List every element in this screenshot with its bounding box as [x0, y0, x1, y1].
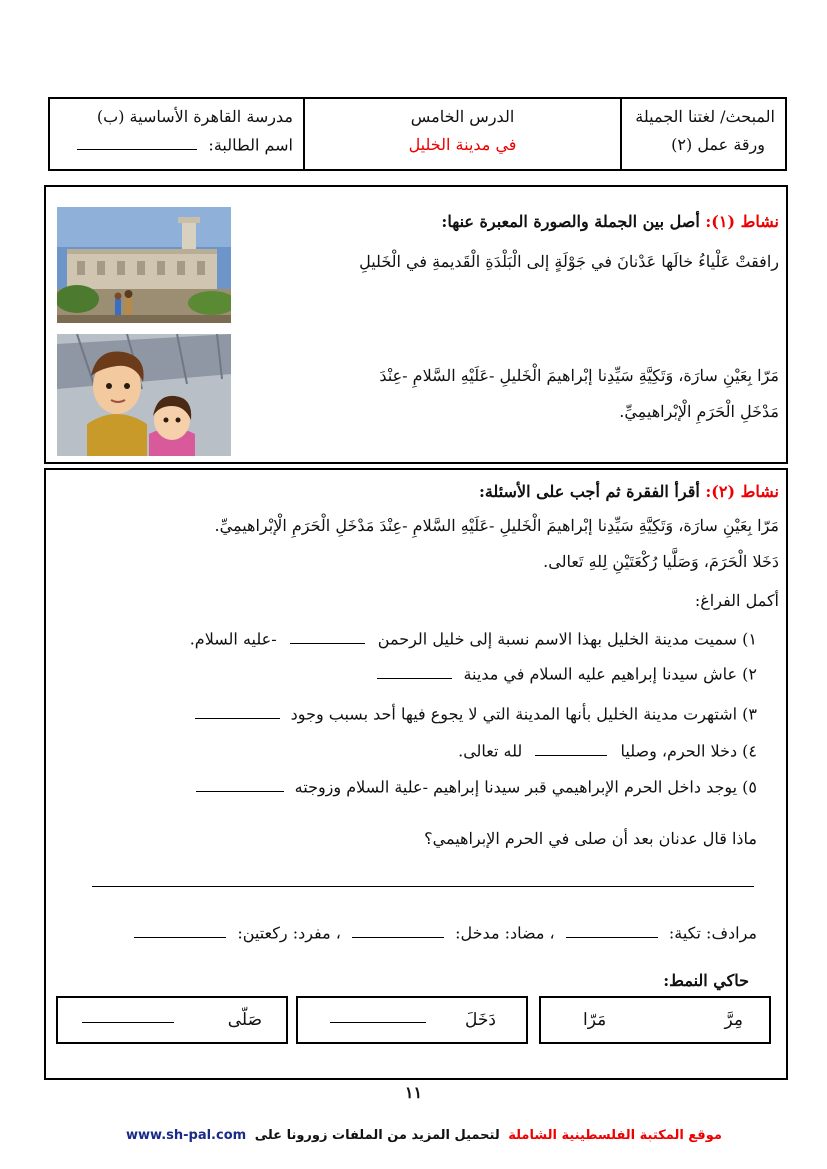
header-left-cell [50, 99, 305, 169]
lesson-title: في مدينة الخليل [408, 135, 517, 154]
activity2-label: نشاط (٢): [705, 482, 779, 501]
activity2-instruction: أقرأ الفقرة ثم أجب على الأسئلة: [478, 482, 700, 501]
question-4-text-a: ٤) دخلا الحرم، وصليا [620, 741, 757, 761]
pattern-word-2: مَرّا [583, 1010, 607, 1030]
question-5-text: ٥) يوجد داخل الحرم الإبراهيمي قبر سيدنا إبراهيم -علية السلام وزوجته [294, 777, 757, 797]
antonym-blank[interactable] [352, 923, 444, 938]
activity1-title [441, 212, 779, 231]
antonym-label: ، مضاد: مدخل: [455, 923, 555, 943]
footer-download-text: لتحميل المزيد من الملفات زورونا على [254, 1128, 500, 1143]
lesson-number: الدرس الخامس [410, 107, 515, 126]
footer [126, 1128, 722, 1143]
footer-url-link[interactable]: www.sh-pal.com [126, 1128, 247, 1143]
pattern-blank-2[interactable] [330, 1022, 426, 1023]
question-4-blank[interactable] [535, 741, 607, 756]
activity1-sentence2-line2: مَدْخَلِ الْحَرَمِ الْإبْراهيمِيِّ. [619, 402, 779, 421]
question-3-blank[interactable] [195, 704, 280, 719]
question-4 [458, 741, 757, 760]
header-center-cell [303, 99, 620, 169]
synonym-label: مرادف: تكية: [668, 923, 757, 943]
activity1-instruction: أصل بين الجملة والصورة المعبرة عنها: [441, 212, 700, 231]
pattern-box-example [539, 996, 771, 1044]
synonym-blank[interactable] [566, 923, 658, 938]
singular-label: ، مفرد: ركعتين: [237, 923, 341, 943]
question-5-blank[interactable] [196, 777, 284, 792]
open-question: ماذا قال عدنان بعد أن صلى في الحرم الإبراهيمي؟ [424, 829, 757, 848]
answer-line[interactable] [92, 886, 754, 887]
activity2-paragraph-line2: دَخَلا الْحَرَمَ، وَصَلَّيا رُكْعَتَيْنِ لِلهِ تَعالى. [543, 552, 779, 571]
children-illustration [57, 334, 231, 456]
pattern-title: حاكي النمط: [663, 971, 749, 990]
question-5 [196, 777, 757, 796]
question-2-blank[interactable] [377, 664, 452, 679]
activity2-title [479, 482, 779, 501]
singular-blank[interactable] [134, 923, 226, 938]
worksheet-number: ورقة عمل (٢) [671, 135, 765, 154]
question-1-text-a: ١) سميت مدينة الخليل بهذا الاسم نسبة إلى خليل الرحمن [377, 629, 757, 649]
fill-blanks-title: أكمل الفراغ: [694, 591, 779, 610]
pattern-word-3: دَخَلَ [465, 1010, 496, 1030]
activity1-sentence1: رافقتْ عَلْياءُ خالَها عَدْنانَ في جَوْلَةٍ إلى الْبَلْدَةِ الْقَديمةِ في الْخَليلِ [359, 252, 779, 271]
student-name-row [77, 135, 293, 154]
header-right-cell [620, 99, 785, 169]
footer-site-name: موقع المكتبة الفلسطينية الشاملة [508, 1128, 722, 1143]
header-table [48, 97, 787, 171]
question-1-blank[interactable] [290, 629, 365, 644]
question-2 [377, 664, 757, 683]
school-name: مدرسة القاهرة الأساسية (ب) [96, 107, 293, 126]
pattern-box-salla [56, 996, 288, 1044]
pattern-word-1: مِرَّ [724, 1010, 743, 1030]
question-1-text-b: -عليه السلام. [189, 629, 277, 649]
question-4-text-b: لله تعالى. [458, 741, 523, 761]
subject-label: المبحث/ لغتنا الجميلة [635, 107, 775, 126]
activity1-label: نشاط (١): [705, 212, 779, 231]
student-name-label: اسم الطالبة: [208, 135, 293, 155]
question-2-text: ٢) عاش سيدنا إبراهيم عليه السلام في مدينة [463, 664, 757, 684]
mosque-photo [57, 207, 231, 323]
pattern-blank-3[interactable] [82, 1022, 174, 1023]
question-3-text: ٣) اشتهرت مدينة الخليل بأنها المدينة التي لا يجوع فيها أحد بسبب وجود [290, 704, 757, 724]
page-number: ١١ [404, 1083, 423, 1102]
activity2-paragraph-line1: مَرّا بِعَيْنِ سارَة، وَتَكِيَّةِ سَيِّدِنا إبْراهيمَ الْخَليلِ -عَلَيْهِ السَّلامِ -عِنْدَ مَدْخَلِ الْحَرَمِ الْإبْراهيمِيِّ. [214, 516, 779, 535]
question-3 [195, 704, 757, 723]
student-name-blank[interactable] [77, 135, 197, 150]
vocabulary-row [134, 923, 757, 942]
pattern-box-dakhala [296, 996, 528, 1044]
activity1-sentence2-line1: مَرّا بِعَيْنِ سارَة، وَتَكِيَّةِ سَيِّدِنا إبْراهيمَ الْخَليلِ -عَلَيْهِ السَّلامِ -عِنْدَ [379, 366, 779, 385]
question-1 [190, 629, 757, 648]
pattern-word-4: صَلّى [227, 1010, 262, 1030]
